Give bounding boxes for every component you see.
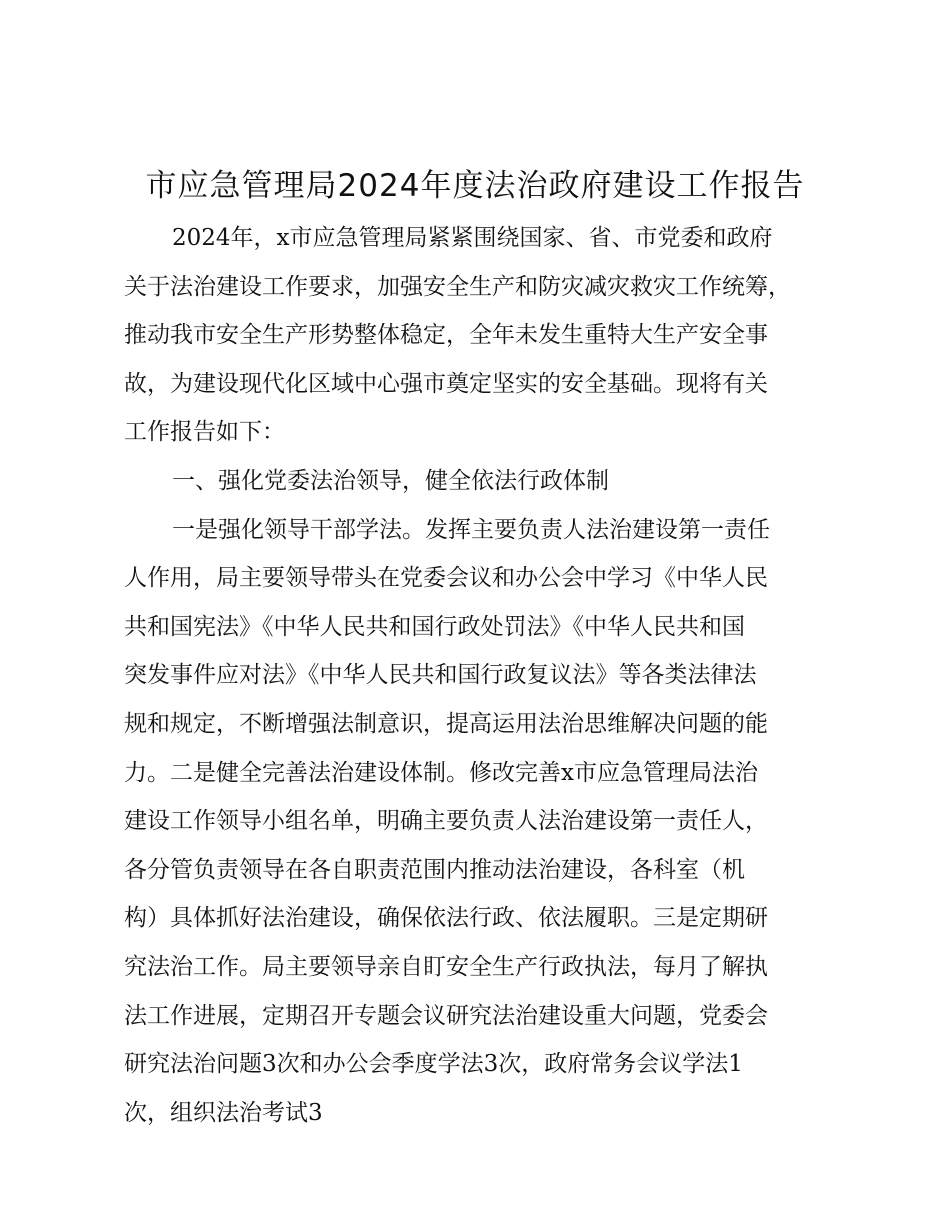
paragraph-line: 关于法治建设工作要求，加强安全生产和防灾减灾救灾工作统筹， bbox=[124, 273, 791, 300]
paragraph-line: 工作报告如下： bbox=[124, 419, 285, 446]
paragraph-line: 次，组织法治考试3 bbox=[124, 1099, 323, 1126]
paragraph-line: 建设工作领导小组名单，明确主要负责人法治建设第一责任人， bbox=[124, 808, 768, 835]
paragraph-line: 各分管负责领导在各自职责范围内推动法治建设，各科室（机 bbox=[124, 856, 745, 883]
paragraph-line: 规和规定，不断增强法制意识，提高运用法治思维解决问题的能 bbox=[124, 710, 768, 737]
paragraph-line: 2024年，x市应急管理局紧紧围绕国家、省、市党委和政府 bbox=[172, 225, 773, 251]
paragraph-line: 力。二是健全完善法治建设体制。修改完善x市应急管理局法治 bbox=[124, 759, 758, 786]
paragraph-line: 究法治工作。局主要领导亲自盯安全生产行政执法，每月了解执 bbox=[124, 953, 768, 980]
paragraph-line: 构）具体抓好法治建设，确保依法行政、依法履职。三是定期研 bbox=[124, 905, 768, 932]
paragraph-line: 人作用，局主要领导带头在党委会议和办公会中学习《中华人民 bbox=[124, 565, 768, 592]
paragraph-line: 推动我市安全生产形势整体稳定，全年未发生重特大生产安全事 bbox=[124, 322, 768, 349]
document-body bbox=[124, 214, 844, 1137]
paragraph-line: 突发事件应对法》《中华人民共和国行政复议法》等各类法律法 bbox=[124, 662, 757, 689]
paragraph-line: 研究法治问题3次和办公会季度学法3次，政府常务会议学法1 bbox=[124, 1051, 743, 1078]
section-heading: 一、强化党委法治领导，健全依法行政体制 bbox=[172, 467, 609, 494]
paragraph-line: 共和国宪法》《中华人民共和国行政处罚法》《中华人民共和国 bbox=[124, 613, 745, 640]
paragraph-line: 一是强化领导干部学法。发挥主要负责人法治建设第一责任 bbox=[172, 516, 770, 543]
document-title: 市应急管理局2024年度法治政府建设工作报告 bbox=[145, 168, 805, 204]
paragraph-line: 法工作进展，定期召开专题会议研究法治建设重大问题，党委会 bbox=[124, 1002, 768, 1029]
paragraph-line: 故，为建设现代化区域中心强市奠定坚实的安全基础。现将有关 bbox=[124, 370, 768, 397]
